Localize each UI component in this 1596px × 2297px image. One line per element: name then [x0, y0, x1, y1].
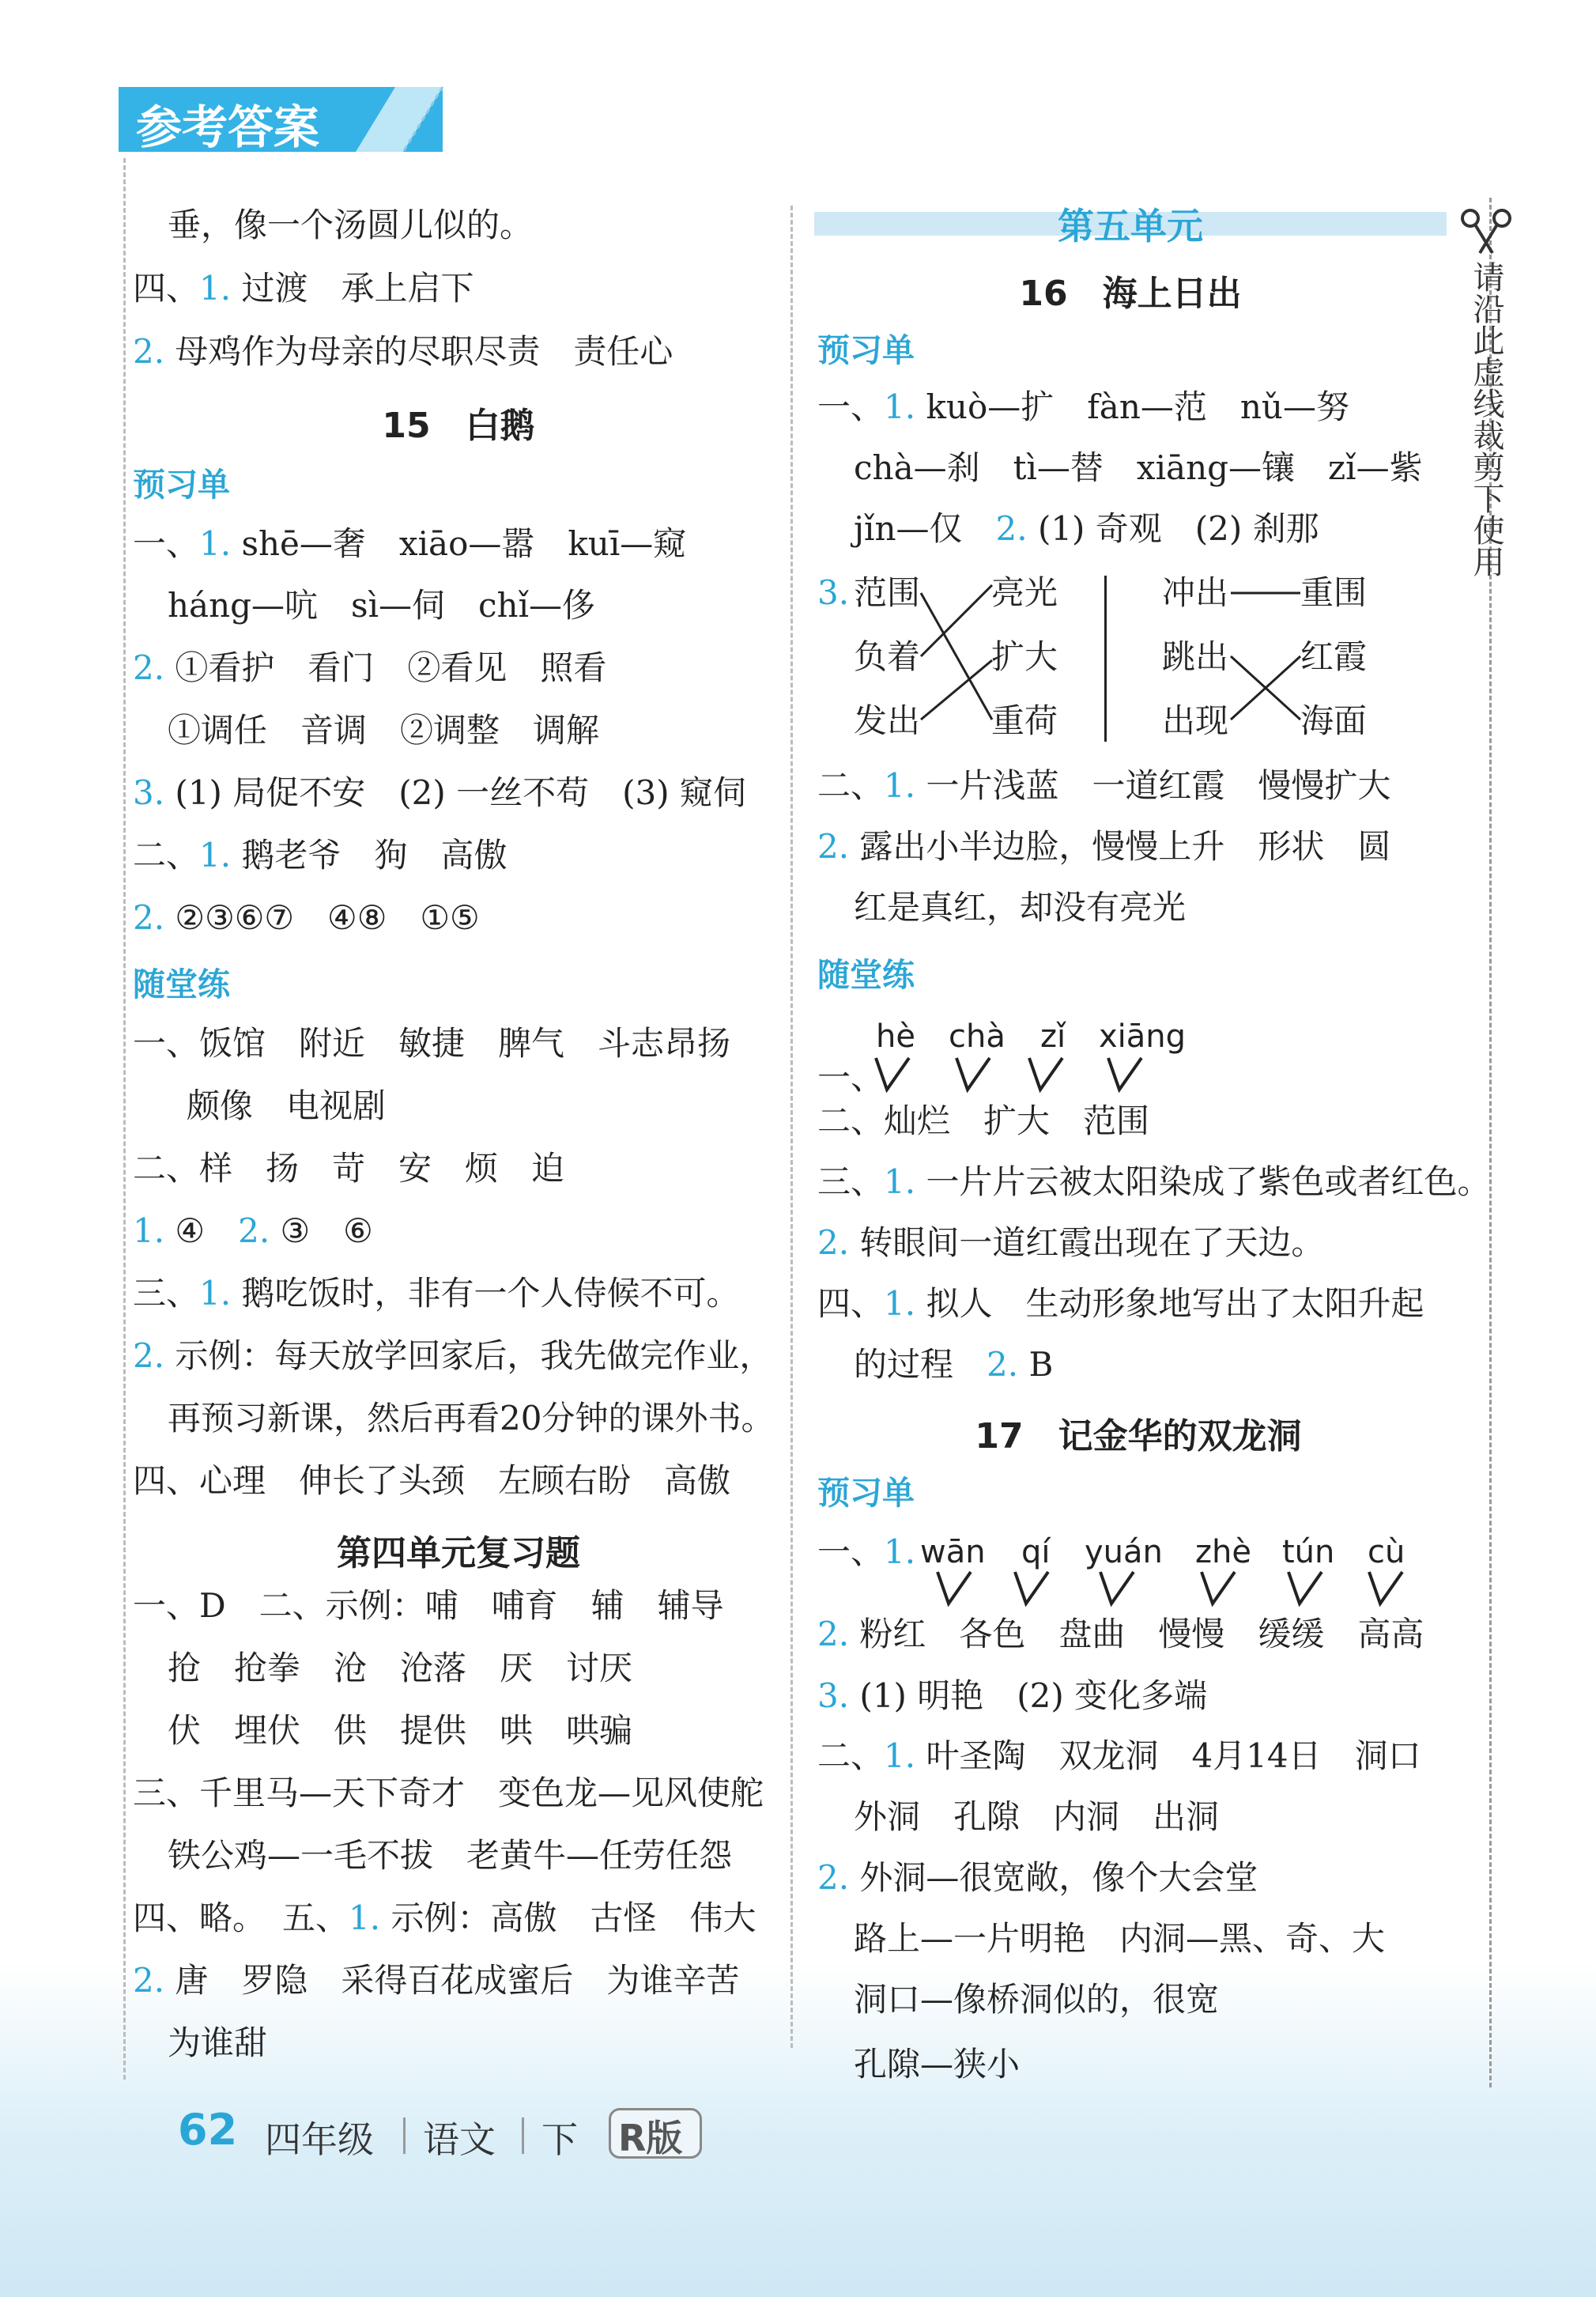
- match-separator: [1104, 576, 1107, 742]
- line-23: 铁公鸡—一毛不拔 老黄牛—任劳任怨: [168, 1836, 733, 1875]
- right-line-14: 一、1.: [817, 1532, 916, 1571]
- page-number: 62: [178, 2105, 238, 2155]
- match-r1-1: 跳出: [1162, 637, 1229, 676]
- line-4: 一、1. shē—奢 xiāo—嚣 kuī—窥: [133, 524, 687, 563]
- cut-instruction-text: 请沿此虚线裁剪下使用: [1468, 261, 1504, 577]
- lesson-16-title: 16 海上日出: [1019, 274, 1242, 314]
- pinyin-2-1: qí: [1021, 1534, 1051, 1570]
- line-8: 3. (1) 局促不安 (2) 一丝不苟 (3) 窥伺: [133, 773, 746, 812]
- line-22: 三、千里马—天下奇才 变色龙—见风使舵: [133, 1774, 764, 1812]
- right-line-9: 二、灿烂 扩大 范围: [817, 1101, 1150, 1140]
- middle-dashed-divider: [790, 206, 793, 2048]
- preview-heading-2: 预习单: [817, 331, 915, 369]
- right-line-5: 二、1. 一片浅蓝 一道红霞 慢慢扩大: [817, 766, 1391, 805]
- right-line-16: 3. (1) 明艳 (2) 变化多端: [817, 1676, 1208, 1715]
- match-r1-2: 出现: [1162, 701, 1229, 740]
- line-26: 为谁甜: [168, 2023, 268, 2062]
- footer-grade: 四年级: [265, 2118, 374, 2161]
- right-line-17: 二、1. 叶圣陶 双龙洞 4月14日 洞口: [817, 1736, 1421, 1775]
- pinyin-1-0: hè: [876, 1018, 915, 1055]
- line-10: 2. ②③⑥⑦ ④⑧ ①⑤: [133, 898, 480, 937]
- pinyin-1-1: chà: [949, 1018, 1006, 1055]
- preview-heading-3: 预习单: [817, 1474, 915, 1512]
- pinyin-2-5: cù: [1368, 1534, 1405, 1570]
- pinyin-1-3: xiāng: [1099, 1018, 1187, 1055]
- check-marks-1: [870, 1050, 1170, 1097]
- line-20: 抢 抢拳 沧 沧落 厌 讨厌: [168, 1649, 633, 1687]
- match-r2-2: 海面: [1300, 701, 1368, 740]
- pinyin-2-4: tún: [1282, 1534, 1335, 1570]
- right-line-8: 一、: [817, 1058, 885, 1097]
- right-line-20: 路上—一片明艳 内洞—黑、奇、大: [854, 1919, 1386, 1958]
- lesson-17-title: 17 记金华的双龙洞: [975, 1416, 1302, 1456]
- match-left-0: 范围: [854, 573, 921, 612]
- match-lines-right: [1229, 577, 1304, 735]
- right-line-22: 孔隙—狭小: [854, 2045, 1021, 2084]
- right-line-15: 2. 粉红 各色 盘曲 慢慢 缓缓 高高: [817, 1615, 1424, 1653]
- footer-divider-2: [522, 2118, 524, 2154]
- unit-5-title: 第五单元: [1058, 205, 1203, 247]
- check-marks-2: [925, 1567, 1431, 1611]
- practice-heading-1: 随堂练: [133, 965, 230, 1003]
- badge-text: 参考答案: [136, 100, 320, 154]
- right-line-13: 的过程 2. B: [854, 1345, 1054, 1384]
- line-5: háng—吭 sì—伺 chǐ—侈: [168, 586, 596, 625]
- scissors-icon: [1459, 207, 1513, 255]
- right-line-18: 外洞 孔隙 内洞 出洞: [854, 1797, 1220, 1836]
- right-line-7: 红是真红，却没有亮光: [854, 888, 1187, 927]
- right-line-6: 2. 露出小半边脸，慢慢上升 形状 圆: [817, 827, 1391, 866]
- right-line-19: 2. 外洞—很宽敞，像个大会堂: [817, 1858, 1258, 1897]
- line-6: 2. ①看护 看门 ②看见 照看: [133, 648, 607, 687]
- match-left-1: 负着: [854, 637, 921, 676]
- line-19: 一、D 二、示例：哺 哺育 辅 辅导: [133, 1586, 724, 1625]
- line-21: 伏 埋伏 供 提供 哄 哄骗: [168, 1711, 633, 1750]
- right-line-21: 洞口—像桥洞似的，很宽: [854, 1980, 1220, 2019]
- line-17: 再预习新课，然后再看20分钟的课外书。: [168, 1399, 775, 1438]
- match-mid-1: 扩大: [991, 637, 1058, 676]
- right-line-12: 四、1. 拟人 生动形象地写出了太阳升起: [817, 1284, 1424, 1323]
- match-mid-0: 亮光: [991, 573, 1058, 612]
- match-r2-0: 重围: [1300, 573, 1368, 612]
- right-line-3: jǐn—仅 2. (1) 奇观 (2) 刹那: [854, 509, 1319, 548]
- match-mid-2: 重荷: [991, 701, 1058, 740]
- pinyin-1-2: zǐ: [1040, 1018, 1066, 1055]
- line-2: 四、1. 过渡 承上启下: [133, 269, 474, 308]
- line-11: 一、饭馆 附近 敏捷 脾气 斗志昂扬: [133, 1024, 731, 1063]
- badge-stripes: [348, 79, 458, 152]
- line-25: 2. 唐 罗隐 采得百花成蜜后 为谁辛苦: [133, 1961, 740, 2000]
- pinyin-2-3: zhè: [1195, 1534, 1251, 1570]
- footer-subject: 语文: [423, 2118, 496, 2161]
- line-9: 二、1. 鹅老爷 狗 高傲: [133, 836, 507, 875]
- footer-edition: R版: [618, 2117, 683, 2159]
- right-line-11: 2. 转眼间一道红霞出现在了天边。: [817, 1223, 1325, 1262]
- line-16: 2. 示例：每天放学回家后，我先做完作业，: [133, 1336, 773, 1375]
- line-13: 二、样 扬 苛 安 烦 迫: [133, 1149, 565, 1188]
- pinyin-2-2: yuán: [1085, 1534, 1163, 1570]
- lesson-15-title: 15 白鹅: [382, 406, 535, 446]
- match-r1-0: 冲出: [1162, 573, 1229, 612]
- match-left-2: 发出: [854, 701, 921, 740]
- line-12: 颇像 电视剧: [187, 1086, 387, 1125]
- line-24: 四、略。 五、1. 示例：高傲 古怪 伟大: [133, 1898, 756, 1937]
- left-dashed-border: [123, 158, 126, 2080]
- footer-divider-1: [403, 2118, 406, 2154]
- right-line-10: 三、1. 一片片云被太阳染成了紫色或者红色。: [817, 1162, 1491, 1201]
- unit-4-review-title: 第四单元复习题: [337, 1533, 580, 1574]
- line-1: 垂，像一个汤圆儿似的。: [168, 206, 534, 244]
- right-line-2: chà—刹 tì—替 xiāng—镶 zǐ—紫: [854, 448, 1423, 487]
- practice-heading-2: 随堂练: [817, 956, 915, 994]
- match-lines-left: [917, 577, 996, 735]
- match-r2-1: 红霞: [1300, 637, 1368, 676]
- line-15: 三、1. 鹅吃饭时，非有一个人侍候不可。: [133, 1274, 740, 1313]
- line-3: 2. 母鸡作为母亲的尽职尽责 责任心: [133, 332, 673, 371]
- line-18: 四、心理 伸长了头颈 左顾右盼 高傲: [133, 1461, 731, 1500]
- line-14: 1. ④ 2. ③ ⑥: [133, 1211, 373, 1250]
- right-line-1: 一、1. kuò—扩 fàn—范 nǔ—努: [817, 387, 1349, 426]
- pinyin-2-0: wān: [920, 1534, 986, 1570]
- line-7: ①调任 音调 ②调整 调解: [168, 711, 600, 750]
- matching-number: 3.: [817, 573, 850, 612]
- footer-term: 下: [541, 2118, 578, 2161]
- preview-heading-1: 预习单: [133, 466, 230, 504]
